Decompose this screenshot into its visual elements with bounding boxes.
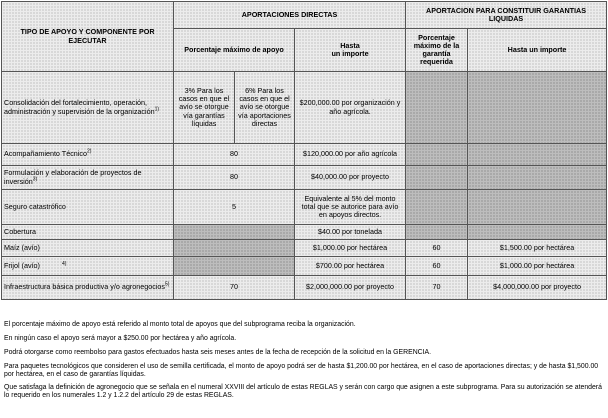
garantia-pct-cell: 70 — [406, 276, 468, 300]
garantia-pct-cell: 60 — [406, 257, 468, 276]
empty-shaded-cell — [406, 144, 468, 166]
empty-shaded-cell — [468, 72, 607, 144]
table-row — [2, 72, 607, 144]
row-label: Frijol (avío) $^{4)}$ — [2, 257, 174, 276]
footnote-3: Podrá otorgarse como reembolso para gastos efectuados hasta seis meses antes de la fecha de recepción de la solicitud en la GERENCIA. — [4, 349, 432, 356]
footnote-5: Que satisfaga la definición de agronegocio que se señala en el numeral XXVIII del artículo de estas REGLAS y serán con cargo que asignen a este subprograma. Para su autorización se atenderá lo requerido en los numerales 1.2 y 1.2.2 del artículo 29 de estas REGLAS. — [4, 384, 602, 399]
pct-cell: 70 — [174, 276, 295, 300]
footnote-2: En ningún caso el apoyo será mayor a $250.00 por hectárea y año agrícola. — [4, 335, 237, 342]
header-aportaciones-directas: APORTACIONES DIRECTAS — [174, 2, 406, 29]
row-label: Formulación y elaboración de proyectos de inversión$^{3)}$ — [2, 166, 174, 190]
row-label: Consolidación del fortalecimiento, operación, administración y supervisión de la organización$^{1)}$ — [2, 72, 174, 144]
importe-cell: $1,000.00 por hectárea — [295, 240, 406, 257]
pct-cell: 5 — [174, 190, 295, 225]
empty-shaded-cell — [406, 190, 468, 225]
pct-directas-cell: 6% Para los casos en que el avío se otorgue vía aportaciones directas — [235, 72, 295, 144]
row-label: Seguro catastrófico — [2, 190, 174, 225]
header-garantias-liquidas: APORTACION PARA CONSTITUIR GARANTIAS LIQUIDAS — [406, 2, 607, 29]
pct-cell: 80 — [174, 166, 295, 190]
importe-cell: $700.00 por hectárea — [295, 257, 406, 276]
importe-cell: $40,000.00 por proyecto — [295, 166, 406, 190]
pct-cell: 80 — [174, 144, 295, 166]
garantia-importe-cell: $1,500.00 por hectárea — [468, 240, 607, 257]
row-label: Infraestructura básica productiva y/o agronegocios$^{5)}$ — [2, 276, 174, 300]
support-table — [1, 1, 607, 300]
garantia-importe-cell: $1,000.00 por hectárea — [468, 257, 607, 276]
empty-shaded-cell — [406, 166, 468, 190]
row-label: Maíz (avío) — [2, 240, 174, 257]
empty-shaded-cell — [406, 72, 468, 144]
importe-cell: $40.00 por tonelada — [295, 225, 406, 240]
pct-garantias-cell: 3% Para los casos en que el avío se otorgue vía garantías líquidas — [174, 72, 235, 144]
empty-shaded-cell — [468, 190, 607, 225]
header-hasta-importe-garantia: Hasta un importe — [468, 29, 607, 72]
importe-cell: Equivalente al 5% del monto total que se autorice para avío en apoyos directos. — [295, 190, 406, 225]
header-hasta-importe: Hasta un importe — [295, 29, 406, 72]
garantia-importe-cell: $4,000,000.00 por proyecto — [468, 276, 607, 300]
importe-cell: $120,000.00 por año agrícola — [295, 144, 406, 166]
table-row — [2, 276, 607, 300]
empty-shaded-cell — [406, 225, 468, 240]
row-label: Acompañamiento Técnico$^{2)}$ — [2, 144, 174, 166]
empty-shaded-cell — [174, 257, 295, 276]
footnote-1: El porcentaje máximo de apoyo está referido al monto total de apoyos que del subprograma reciba la organización. — [4, 321, 356, 328]
empty-shaded-cell — [468, 166, 607, 190]
table-row — [2, 257, 607, 276]
garantia-pct-cell: 60 — [406, 240, 468, 257]
importe-cell: $200,000.00 por organización y año agrícola. — [295, 72, 406, 144]
empty-shaded-cell — [468, 144, 607, 166]
footnotes — [4, 321, 604, 400]
header-pct-garantia: Porcentaje máximo de la garantía requerida — [406, 29, 468, 72]
table-row — [2, 190, 607, 225]
empty-shaded-cell — [174, 225, 295, 240]
header-tipo-apoyo: TIPO DE APOYO Y COMPONENTE POR EJECUTAR — [2, 2, 174, 72]
table-row — [2, 225, 607, 240]
header-pct-max-apoyo: Porcentaje máximo de apoyo — [174, 29, 295, 72]
empty-shaded-cell — [468, 225, 607, 240]
importe-cell: $2,000,000.00 por proyecto — [295, 276, 406, 300]
footnote-4: Para paquetes tecnológicos que consideren el uso de semilla certificada, el monto de apoyo podrá ser de hasta $1,200.00 por hectárea, en el caso de aportaciones directas; y de hasta $1,500.00 por hectárea, en el caso de garantías líquidas. — [4, 363, 599, 378]
row-label: Cobertura — [2, 225, 174, 240]
empty-shaded-cell — [174, 240, 295, 257]
table-row — [2, 166, 607, 190]
table-row — [2, 240, 607, 257]
table-row — [2, 144, 607, 166]
